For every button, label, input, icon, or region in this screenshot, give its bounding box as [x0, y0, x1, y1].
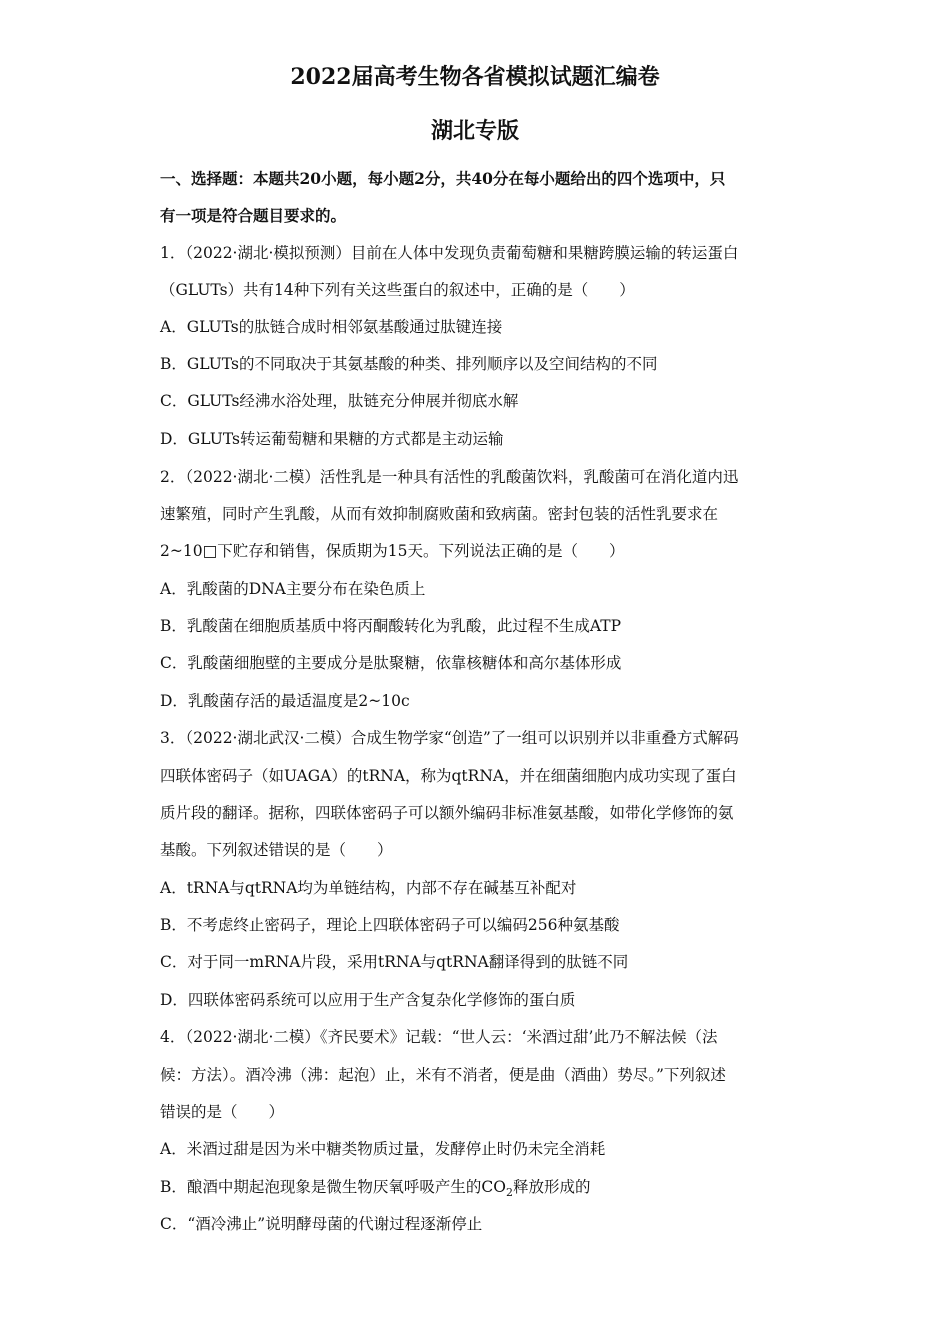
q2-stem-line-3: 2~10□下贮存和销售，保质期为15天。下列说法正确的是（ ） — [160, 542, 625, 560]
q2-option-a: A．乳酸菌的DNA主要分布在染色质上 — [160, 580, 426, 598]
q4-stem-line-2: 候：方法）。酒冷沸（沸：起泡）止，米有不消者，便是曲（酒曲）势尽。”下列叙述 — [160, 1066, 726, 1084]
q3-option-a: A．tRNA与qtRNA均为单链结构，内部不存在碱基互补配对 — [160, 879, 577, 897]
q4-option-c: C．“酒冷沸止”说明酵母菌的代谢过程逐渐停止 — [160, 1215, 483, 1233]
q1-option-b: B．GLUTs的不同取决于其氨基酸的种类、排列顺序以及空间结构的不同 — [160, 355, 658, 373]
q1-stem-line-1: 1．（2022·湖北·模拟预测）目前在人体中发现负责葡萄糖和果糖跨膜运输的转运蛋白 — [160, 244, 739, 262]
q3-option-b: B．不考虑终止密码子，理论上四联体密码子可以编码256种氨基酸 — [160, 916, 620, 934]
document-subtitle: 湖北专版 — [430, 118, 519, 144]
q2-option-b: B．乳酸菌在细胞质基质中将丙酮酸转化为乳酸，此过程不生成ATP — [160, 617, 622, 635]
q3-stem-line-3: 质片段的翻译。据称，四联体密码子可以额外编码非标准氨基酸，如带化学修饰的氨 — [160, 804, 734, 822]
q1-option-a: A．GLUTs的肽链合成时相邻氨基酸通过肽键连接 — [160, 318, 503, 336]
section-heading-line-1: 一、选择题：本题共20小题，每小题2分，共40分在每小题给出的四个选项中，只 — [160, 169, 726, 188]
q4-option-b — [160, 1175, 590, 1199]
q2-stem-line-2: 速繁殖，同时产生乳酸，从而有效抑制腐败菌和致病菌。密封包装的活性乳要求在 — [160, 505, 719, 523]
q1-stem-line-2: （GLUTs）共有14种下列有关这些蛋白的叙述中，正确的是（ ） — [160, 281, 635, 299]
q2-option-d: D．乳酸菌存活的最适温度是2~10c — [160, 692, 410, 710]
q3-option-d: D．四联体密码系统可以应用于生产含复杂化学修饰的蛋白质 — [160, 991, 576, 1009]
q1-option-c: C．GLUTs经沸水浴处理，肽链充分伸展并彻底水解 — [160, 392, 519, 410]
q2-stem-line-1: 2．（2022·湖北·二模）活性乳是一种具有活性的乳酸菌饮料，乳酸菌可在消化道内迅 — [160, 468, 739, 486]
q4-stem-line-3: 错误的是（ ） — [160, 1103, 285, 1121]
co2-subscript: 2 — [505, 1186, 513, 1200]
q3-stem-line-1: 3．（2022·湖北武汉·二模）合成生物学家“创造”了一组可以识别并以非重叠方式解码 — [160, 729, 739, 747]
q4-stem-line-1: 4．（2022·湖北·二模）《齐民要术》记载：“世人云：‘米酒过甜’此乃不解法候（法 — [160, 1028, 718, 1046]
q2-option-c: C．乳酸菌细胞壁的主要成分是肽聚糖，依靠核糖体和高尔基体形成 — [160, 654, 622, 672]
q1-option-d: D．GLUTs转运葡萄糖和果糖的方式都是主动运输 — [160, 430, 504, 448]
q4-option-b-text: B．酿酒中期起泡现象是微生物厌氧呼吸产生的CO — [160, 1178, 506, 1196]
q4-option-b-text-end: 释放形成的 — [512, 1178, 591, 1196]
document-title: 2022届高考生物各省模拟试题汇编卷 — [290, 64, 660, 90]
q3-option-c: C．对于同一mRNA片段，采用tRNA与qtRNA翻译得到的肽链不同 — [160, 953, 629, 971]
q3-stem-line-4: 基酸。下列叙述错误的是（ ） — [160, 841, 393, 859]
section-heading-line-2: 有一项是符合题目要求的。 — [160, 206, 347, 225]
q4-option-a: A．米酒过甜是因为米中糖类物质过量，发酵停止时仍未完全消耗 — [160, 1140, 606, 1158]
q3-stem-line-2: 四联体密码子（如UAGA）的tRNA，称为qtRNA，并在细菌细胞内成功实现了蛋白 — [160, 767, 737, 785]
